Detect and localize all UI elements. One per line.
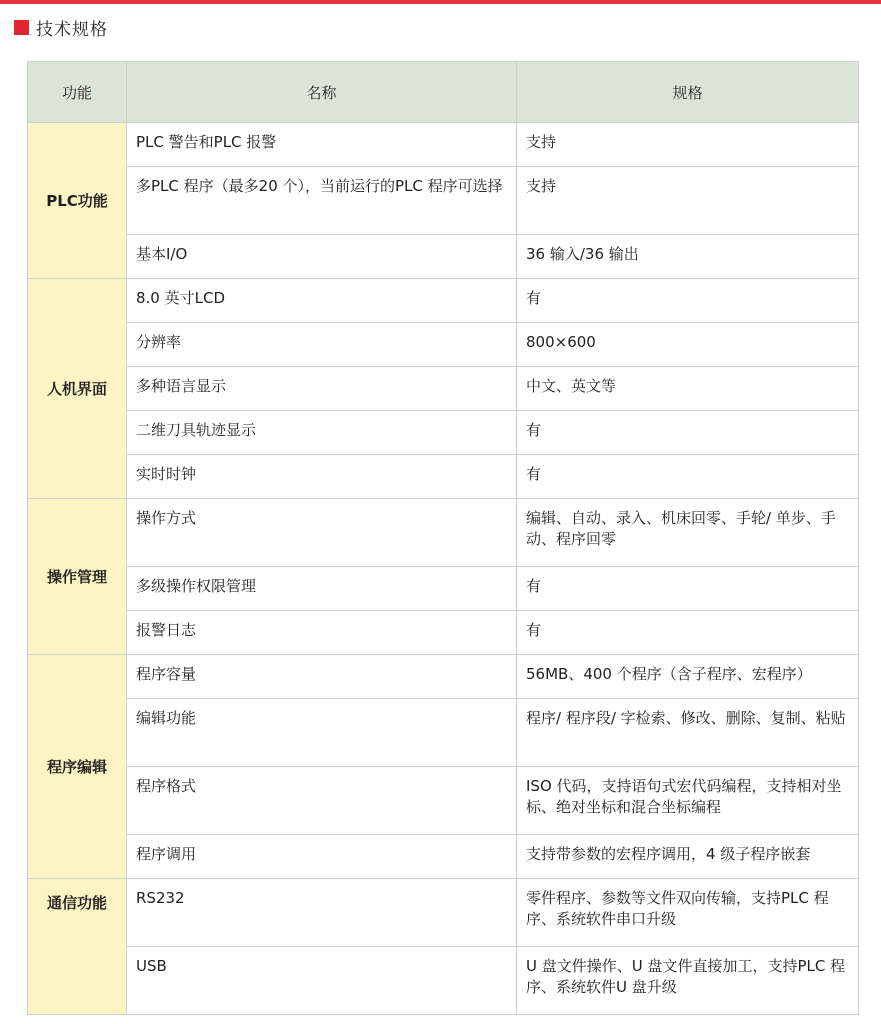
name-cell: 二维刀具轨迹显示 xyxy=(127,411,517,455)
table-row xyxy=(28,367,859,411)
top-accent-line xyxy=(0,0,881,4)
name-cell: 基本I/O xyxy=(127,235,517,279)
category-cell: PLC功能 xyxy=(28,123,127,279)
category-cell: 人机界面 xyxy=(28,279,127,499)
spec-cell: 中文、英文等 xyxy=(517,367,859,411)
header-spec: 规格 xyxy=(517,62,859,123)
table-row xyxy=(28,167,859,235)
table-header-row xyxy=(28,62,859,123)
table-row xyxy=(28,235,859,279)
name-cell: 多种语言显示 xyxy=(127,367,517,411)
name-cell: 程序调用 xyxy=(127,835,517,879)
table-row xyxy=(28,655,859,699)
spec-cell: 支持带参数的宏程序调用，4 级子程序嵌套 xyxy=(517,835,859,879)
spec-cell: 支持 xyxy=(517,123,859,167)
table-row xyxy=(28,499,859,567)
name-cell: 8.0 英寸LCD xyxy=(127,279,517,323)
category-cell: 操作管理 xyxy=(28,499,127,655)
spec-table xyxy=(27,61,859,1015)
section-title: 技术规格 xyxy=(36,19,108,40)
spec-cell: 有 xyxy=(517,455,859,499)
header-function: 功能 xyxy=(28,62,127,123)
table-row xyxy=(28,835,859,879)
category-cell: 通信功能 xyxy=(28,879,127,1015)
spec-cell: 有 xyxy=(517,279,859,323)
name-cell: 报警日志 xyxy=(127,611,517,655)
table-row xyxy=(28,767,859,835)
name-cell: 多级操作权限管理 xyxy=(127,567,517,611)
spec-cell: 有 xyxy=(517,567,859,611)
table-row xyxy=(28,879,859,947)
spec-cell: 56MB、400 个程序（含子程序、宏程序） xyxy=(517,655,859,699)
spec-cell: U 盘文件操作、U 盘文件直接加工，支持PLC 程序、系统软件U 盘升级 xyxy=(517,947,859,1015)
spec-cell: 有 xyxy=(517,611,859,655)
table-row xyxy=(28,279,859,323)
name-cell: 程序格式 xyxy=(127,767,517,835)
table-row xyxy=(28,947,859,1015)
category-cell: 程序编辑 xyxy=(28,655,127,879)
spec-cell: 36 输入/36 输出 xyxy=(517,235,859,279)
table-row xyxy=(28,123,859,167)
table-row xyxy=(28,567,859,611)
name-cell: PLC 警告和PLC 报警 xyxy=(127,123,517,167)
spec-cell: 零件程序、参数等文件双向传输，支持PLC 程序、系统软件串口升级 xyxy=(517,879,859,947)
red-square-icon xyxy=(14,20,29,35)
header-name: 名称 xyxy=(127,62,517,123)
table-row xyxy=(28,699,859,767)
name-cell: 编辑功能 xyxy=(127,699,517,767)
spec-cell: 800×600 xyxy=(517,323,859,367)
spec-cell: 支持 xyxy=(517,167,859,235)
table-row xyxy=(28,455,859,499)
spec-cell: 编辑、自动、录入、机床回零、手轮/ 单步、手动、程序回零 xyxy=(517,499,859,567)
spec-cell: 有 xyxy=(517,411,859,455)
table-row xyxy=(28,323,859,367)
name-cell: 实时时钟 xyxy=(127,455,517,499)
name-cell: 程序容量 xyxy=(127,655,517,699)
spec-cell: ISO 代码，支持语句式宏代码编程，支持相对坐标、绝对坐标和混合坐标编程 xyxy=(517,767,859,835)
name-cell: 多PLC 程序（最多20 个），当前运行的PLC 程序可选择 xyxy=(127,167,517,235)
spec-cell: 程序/ 程序段/ 字检索、修改、删除、复制、粘贴 xyxy=(517,699,859,767)
name-cell: USB xyxy=(127,947,517,1015)
section-heading xyxy=(14,15,108,39)
name-cell: 分辨率 xyxy=(127,323,517,367)
name-cell: RS232 xyxy=(127,879,517,947)
table-row xyxy=(28,411,859,455)
name-cell: 操作方式 xyxy=(127,499,517,567)
table-row xyxy=(28,611,859,655)
